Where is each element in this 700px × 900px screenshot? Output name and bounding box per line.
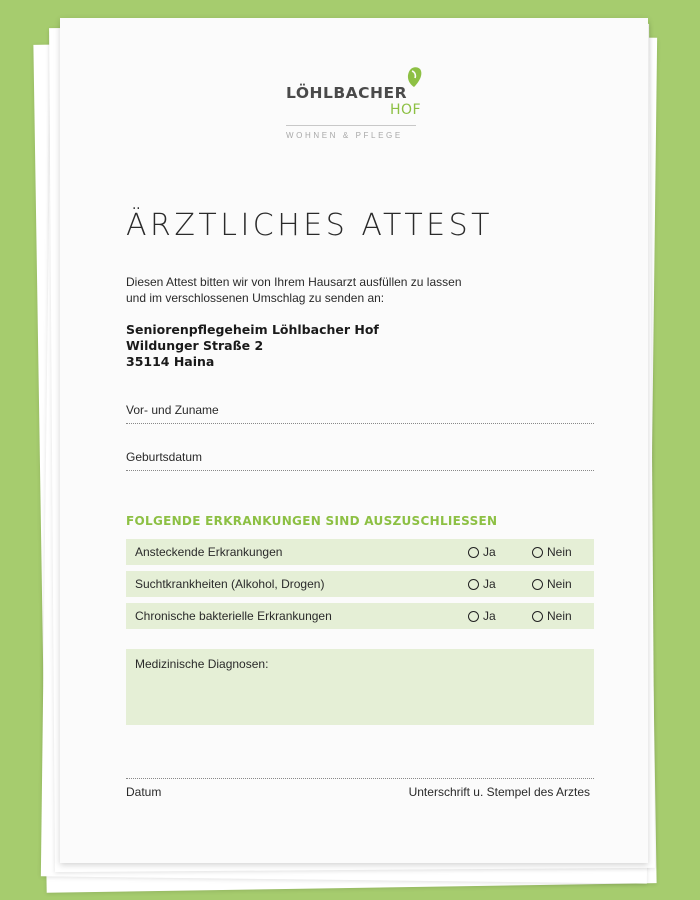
address-line: 35114 Haina <box>126 354 215 369</box>
address-line: Seniorenpflegeheim Löhlbacher Hof <box>126 322 379 337</box>
option-no-label: Nein <box>547 545 572 559</box>
radio-button[interactable] <box>532 611 543 622</box>
date-label: Datum <box>126 785 162 799</box>
radio-button[interactable] <box>468 547 479 558</box>
signature-line[interactable] <box>126 778 594 779</box>
radio-button[interactable] <box>468 611 479 622</box>
signature-label: Unterschrift u. Stempel des Arztes <box>408 785 590 799</box>
attest-form-page <box>60 18 648 863</box>
condition-row <box>126 539 594 565</box>
option-no-label: Nein <box>547 609 572 623</box>
diagnoses-label: Medizinische Diagnosen: <box>135 657 269 671</box>
logo-sub: HOF <box>390 102 422 118</box>
intro-text <box>126 274 546 306</box>
option-yes[interactable] <box>468 576 496 592</box>
logo-tagline: WOHNEN & PFLEGE <box>286 131 403 140</box>
option-yes-label: Ja <box>483 577 496 591</box>
condition-row <box>126 603 594 629</box>
intro-line: und im verschlossenen Umschlag zu senden an: <box>126 291 385 305</box>
option-no-label: Nein <box>547 577 572 591</box>
recipient-address <box>126 322 379 370</box>
condition-label: Ansteckende Erkrankungen <box>135 545 283 559</box>
condition-label: Suchtkrankheiten (Alkohol, Drogen) <box>135 577 325 591</box>
leaf-icon <box>405 66 423 88</box>
option-yes-label: Ja <box>483 545 496 559</box>
option-no[interactable] <box>532 544 572 560</box>
page-title: ÄRZTLICHES ATTEST <box>126 208 493 243</box>
section-title: FOLGENDE ERKRANKUNGEN SIND AUSZUSCHLIESSEN <box>126 514 498 528</box>
intro-line: Diesen Attest bitten wir von Ihrem Hausarzt ausfüllen zu lassen <box>126 275 462 289</box>
birthdate-field[interactable] <box>126 448 594 471</box>
option-yes-label: Ja <box>483 609 496 623</box>
logo-name: LÖHLBACHER <box>286 84 408 102</box>
name-field-label: Vor- und Zuname <box>126 403 219 417</box>
option-yes[interactable] <box>468 544 496 560</box>
address-line: Wildunger Straße 2 <box>126 338 264 353</box>
birthdate-field-label: Geburtsdatum <box>126 450 203 464</box>
diagnoses-field[interactable] <box>126 649 594 725</box>
condition-row <box>126 571 594 597</box>
option-no[interactable] <box>532 608 572 624</box>
radio-button[interactable] <box>468 579 479 590</box>
condition-label: Chronische bakterielle Erkrankungen <box>135 609 332 623</box>
name-field[interactable] <box>126 401 594 424</box>
radio-button[interactable] <box>532 547 543 558</box>
option-yes[interactable] <box>468 608 496 624</box>
radio-button[interactable] <box>532 579 543 590</box>
option-no[interactable] <box>532 576 572 592</box>
logo-divider <box>286 125 416 126</box>
